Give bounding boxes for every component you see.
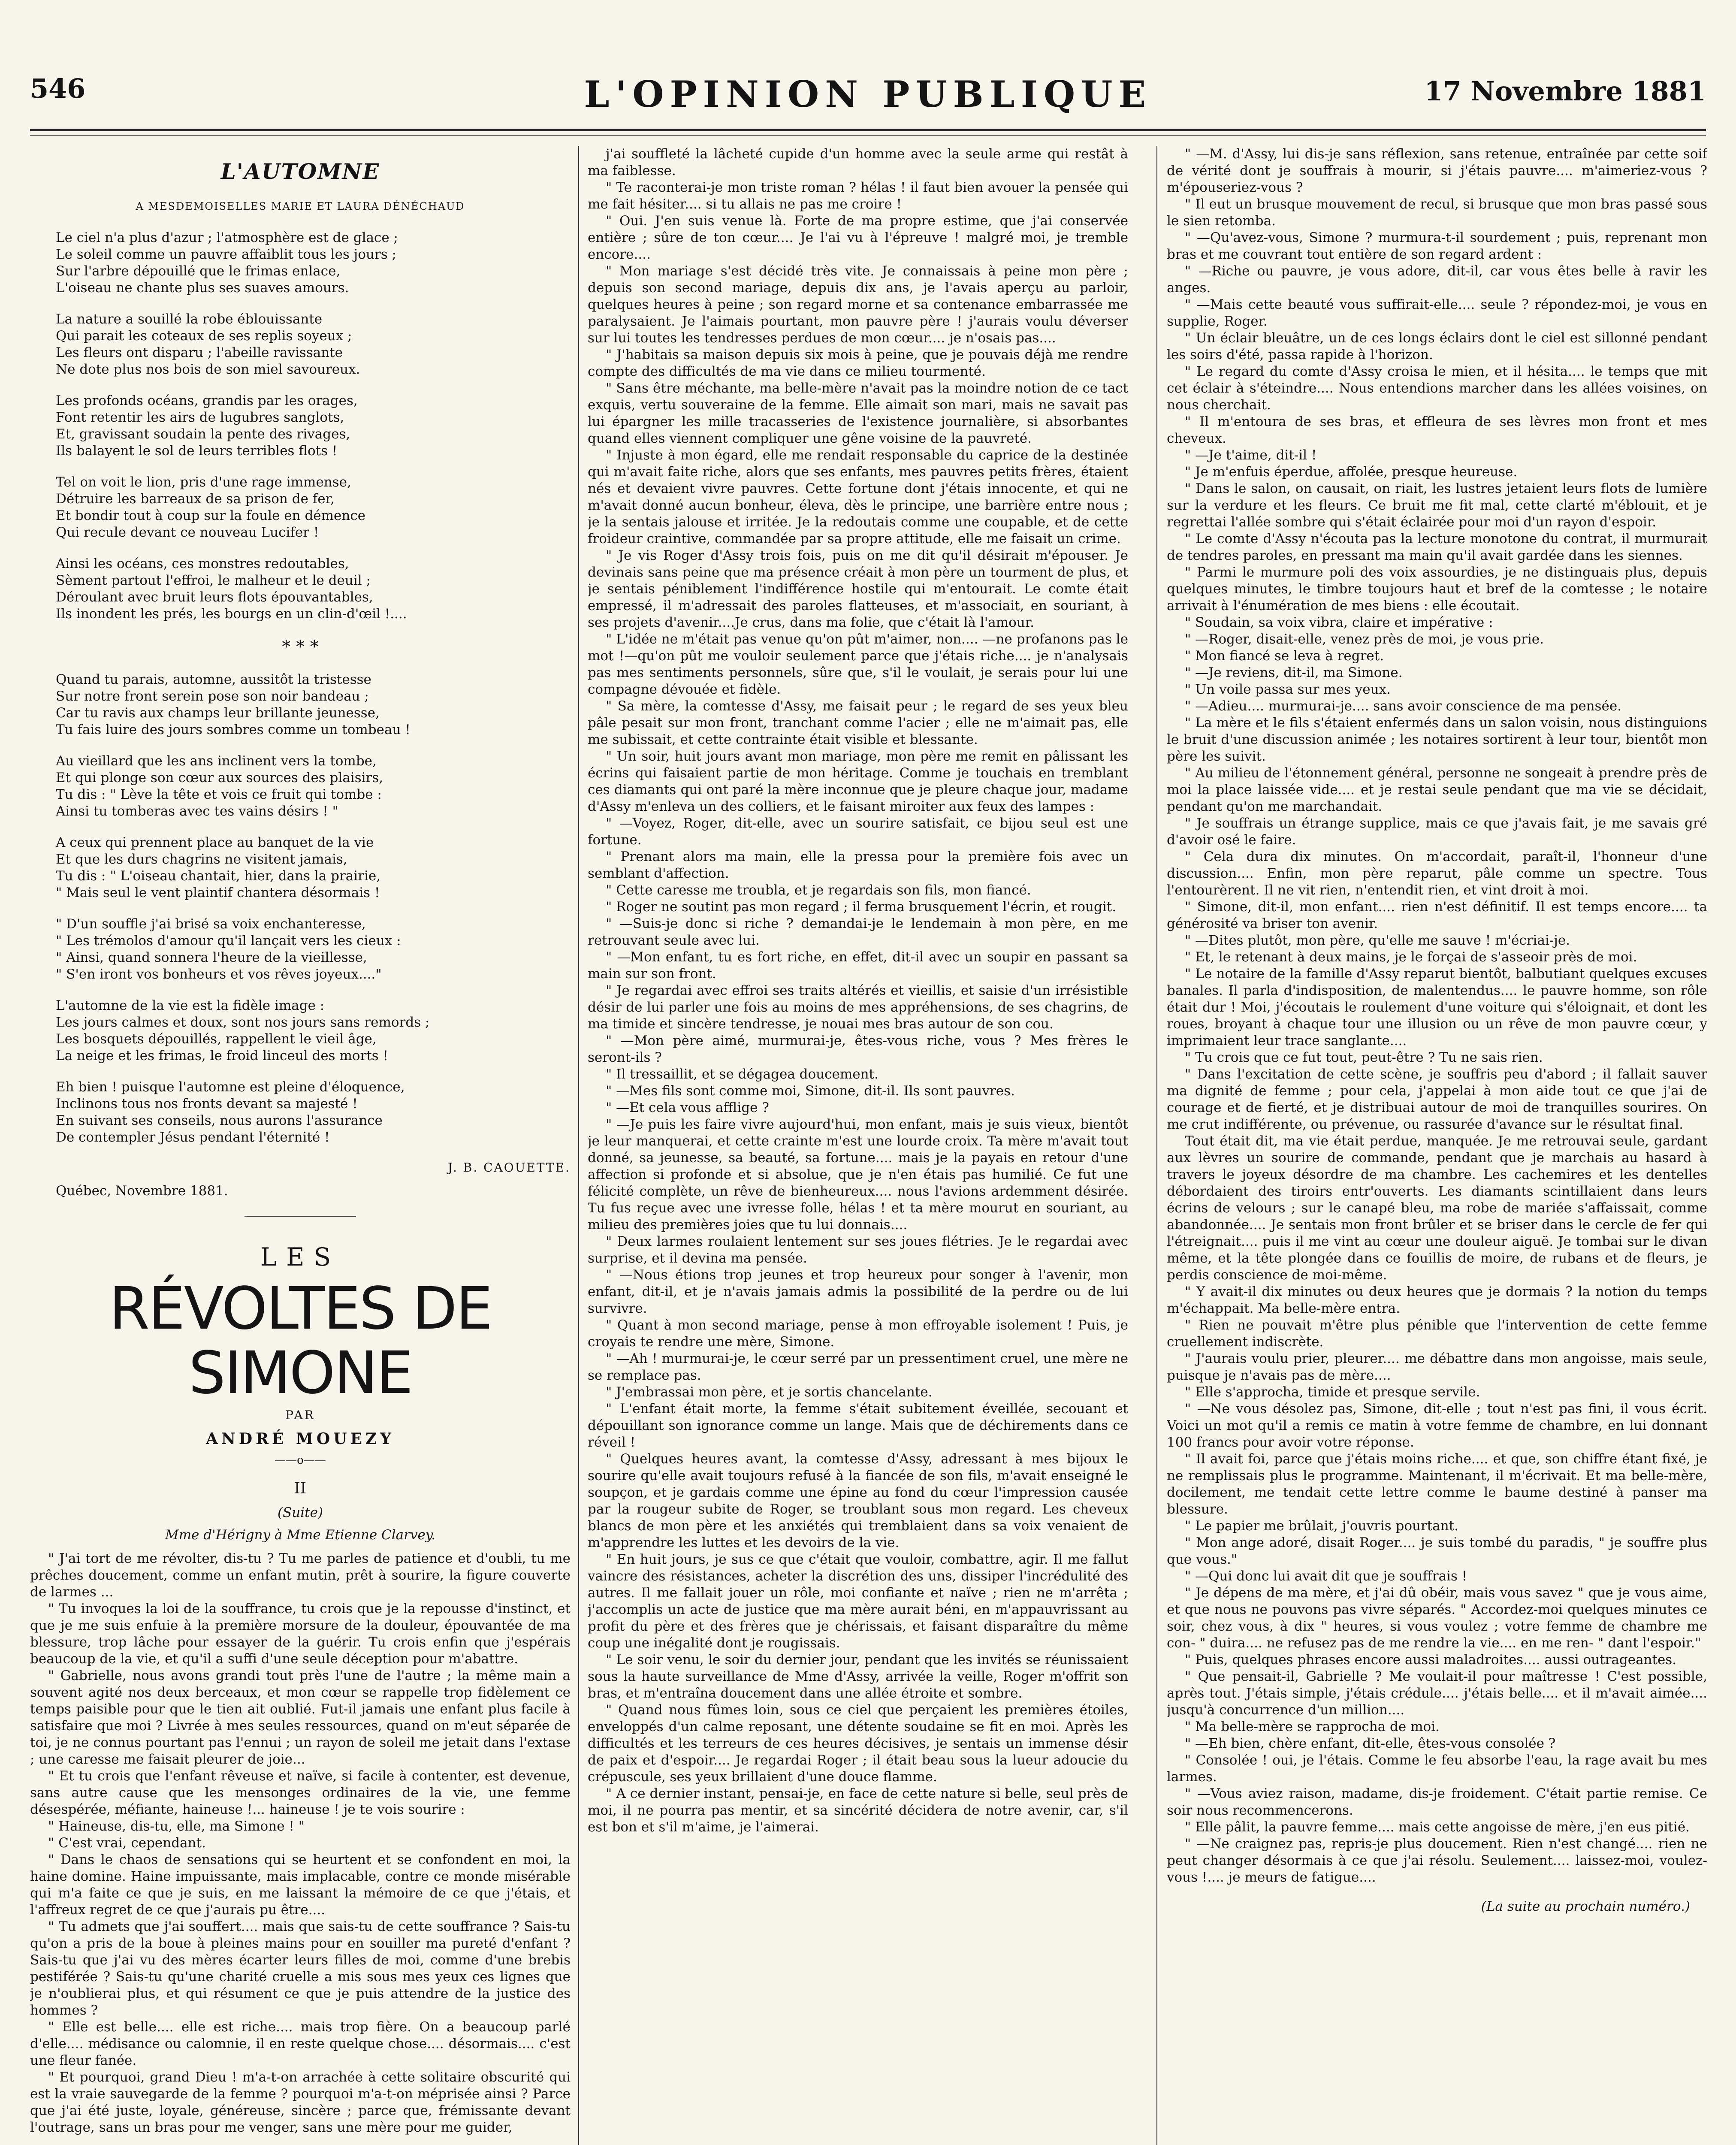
column-divider: [1156, 146, 1157, 2145]
paragraph: " J'embrassai mon père, et je sortis chancelante.: [606, 1384, 933, 1400]
paragraph: " Elle pâlit, la pauvre femme.... mais cette angoisse de mère, j'en eus pitié.: [1185, 1819, 1690, 1835]
paragraph: " Cette caresse me troubla, et je regardais son fils, mon fiancé.: [606, 882, 1031, 898]
poem-line: Tu dis : " L'oiseau chantait, hier, dans la prairie,: [56, 868, 381, 884]
poem-line: Le ciel n'a plus d'azur ; l'atmosphère est de glace ;: [56, 230, 398, 245]
paragraph: " Sans être méchante, ma belle-mère n'avait pas la moindre notion de ce tact exquis, vertu souveraine de la femme. Elle aimait son mari, mais ne savait pas lui épargner les mille tracasseries de l'existence journalière, si absorbantes quand elles viennent compliquer une gêne voisine de la pauvreté.: [588, 381, 1128, 446]
paragraph: " —Riche ou pauvre, je vous adore, dit-il, car vous êtes belle à ravir les anges.: [1167, 263, 1707, 296]
poem-line: Les bosquets dépouillés, rappellent le vieil âge,: [56, 1031, 377, 1047]
poem-stanza: [56, 834, 571, 901]
poem-signature: J. B. CAOUETTE.: [447, 1160, 571, 1175]
novel-text-col1: [30, 1550, 571, 2136]
paragraph: " Que pensait-il, Gabrielle ? Me voulait-il pour maîtresse ! C'est possible, après tout. J'étais simple, j'étais crédule.... j'étais belle.... et il m'avait aimée.... jusqu'à concurrence d'un million....: [1167, 1669, 1707, 1718]
poem-line: Qui parait les coteaux de ses replis soyeux ;: [56, 328, 352, 344]
paragraph: " Le regard du comte d'Assy croisa le mien, et il hésita.... le temps que mit cet éclair à s'éteindre.... Nous entendions marcher dans les allées voisines, on nous cherchait.: [1167, 364, 1707, 413]
paragraph: " —Qui donc lui avait dit que je souffrais !: [1185, 1568, 1467, 1584]
poem-line: " S'en iront vos bonheurs et vos rêves joyeux....": [56, 967, 382, 982]
paragraph: " —Ne craignez pas, repris-je plus doucement. Rien n'est changé.... rien ne peut changer désormais à ce que j'ai résolu. Seulement.... laissez-moi, voulez-vous !.... je meurs de fatigue....: [1167, 1836, 1707, 1885]
paragraph: " Tu admets que j'ai souffert.... mais que sais-tu de cette souffrance ? Sais-tu qu'on a pris de la boue à pleines mains pour en souiller ma pureté d'enfant ? Sais-tu que j'ai vu des mères écarter leurs filles de moi, comme d'une brebis pestiférée ? Sais-tu qu'une charité cruelle a mis sous mes yeux ces lignes que je n'oublierai plus, et qui résument ce que je puis attendre de la justice des hommes ?: [30, 1919, 571, 2018]
letter-heading: Mme d'Hérigny à Mme Etienne Clarvey.: [165, 1527, 436, 1543]
novel-title: RÉVOLTES DE SIMONE: [109, 1275, 492, 1407]
poem-line: Tel on voit le lion, pris d'une rage immense,: [56, 474, 351, 490]
paragraph: " C'est vrai, cependant.: [48, 1835, 206, 1851]
poem-line: Ainsi tu tomberas avec tes vains désirs ! ": [56, 804, 338, 819]
column-1: [30, 146, 571, 2145]
poem-stanza: [56, 753, 571, 820]
poem-line: Ils inondent les prés, les bourgs en un clin-d'œil !....: [56, 606, 407, 622]
paragraph: " —Voyez, Roger, dit-elle, avec un sourire satisfait, ce bijou seul est une fortune.: [588, 816, 1128, 848]
paragraph: " —Et cela vous afflige ?: [606, 1100, 769, 1115]
paragraph: Tout était dit, ma vie était perdue, manquée. Je me retrouvai seule, gardant aux lèvres un sourire de commande, pendant que je marchais au hasard à travers le joyeux désordre de ma chambre. Les cachemires et les dentelles débordaient des tiroirs entr'ouverts. Les diamants scintillaient dans leurs écrins de velours ; sur le canapé bleu, ma robe de mariée s'affaissait, comme abandonnée.... Je sentais mon front brûler et se briser dans le cercle de fer qui l'étreignait.... puis il me vint au cœur une douleur aiguë. Je tombai sur le divan même, et la tête plongée dans ce fouillis de moire, de rubans et de fleurs, je perdis conscience de moi-même.: [1167, 1133, 1707, 1283]
poem-line: Et que les durs chagrins ne visitent jamais,: [56, 852, 347, 867]
paragraph: " Mon ange adoré, disait Roger.... je suis tombé du paradis, " je souffre plus que vous.": [1167, 1535, 1707, 1567]
poem-line: De contempler Jésus pendant l'éternité !: [56, 1130, 330, 1145]
paragraph: " Le soir venu, le soir du dernier jour, pendant que les invités se réunissaient sous la haute surveillance de Mme d'Assy, arrivée la veille, Roger m'offrit son bras, et m'entraîna doucement dans une allée étroite et sombre.: [588, 1652, 1128, 1701]
paragraph: j'ai souffleté la lâcheté cupide d'un homme avec la seule arme qui restât à ma faiblesse.: [588, 146, 1128, 178]
poem-stanza: [56, 474, 571, 541]
column-2: [588, 146, 1128, 2145]
paragraph: " —M. d'Assy, lui dis-je sans réflexion, sans retenue, entraînée par cette soif de vérité dont je souffrais à mourir, si j'étais pauvre.... m'aimeriez-vous ? m'épouseriez-vous ?: [1167, 146, 1707, 195]
poem-line: Car tu ravis aux champs leur brillante jeunesse,: [56, 705, 380, 721]
poem-line: Et qui plonge son cœur aux sources des plaisirs,: [56, 770, 383, 785]
poem-line: A ceux qui prennent place au banquet de la vie: [56, 835, 374, 850]
poem-line: Tu fais luire des jours sombres comme un tombeau !: [56, 722, 411, 737]
poem-body: [30, 230, 571, 1146]
poem-dedication: A MESDEMOISELLES MARIE ET LAURA DÉNÉCHAUD: [136, 200, 465, 212]
paragraph: " A ce dernier instant, pensai-je, en face de cette nature si belle, seul près de moi, il ne pourra pas mentir, et sa sincérité décidera de notre avenir, car, s'il est bon et s'il m'aime, je l'aimerai.: [588, 1786, 1128, 1835]
paragraph: " Sa mère, la comtesse d'Assy, me faisait peur ; le regard de ses yeux bleu pâle pesait sur mon front, tranchant comme l'acier ; elle ne m'aimait pas, elle me subissait, et cette contrainte était visible et blessante.: [588, 698, 1128, 747]
novel-title-prefix: LES: [260, 1242, 341, 1272]
poem-line: L'automne de la vie est la fidèle image :: [56, 998, 325, 1013]
paragraph: " —Je t'aime, dit-il !: [1185, 447, 1317, 463]
paragraph: " Un éclair bleuâtre, un de ces longs éclairs dont le ciel est sillonné pendant les soirs d'été, passa rapide à l'horizon.: [1167, 330, 1707, 363]
paragraph: " —Mes fils sont comme moi, Simone, dit-il. Ils sont pauvres.: [606, 1083, 1015, 1099]
paragraph: " Y avait-il dix minutes ou deux heures que je dormais ? la notion du temps m'échappait. Ma belle-mère entra.: [1167, 1284, 1707, 1316]
paragraph: " Je m'enfuis éperdue, affolée, presque heureuse.: [1185, 464, 1518, 480]
poem-line: Qui recule devant ce nouveau Lucifer !: [56, 525, 319, 540]
ornament: ——o——: [275, 1454, 326, 1467]
poem-line: Eh bien ! puisque l'automne est pleine d'éloquence,: [56, 1079, 405, 1095]
poem-line: " Les trémolos d'amour qu'il lançait vers les cieux :: [56, 933, 401, 949]
paragraph: " Rien ne pouvait m'être plus pénible que l'intervention de cette femme cruellement indiscrète.: [1167, 1317, 1707, 1350]
paragraph: " Je dépens de ma mère, et j'ai dû obéir, mais vous savez " que je vous aime, et que nous ne pouvons pas vivre séparés. " Accordez-moi quelques minutes ce soir, chez vous, à dix " heures, si vous voulez ; votre femme de chambre me con- " duira.... ne refusez pas de me rendre la vie.... en me ren- " dant l'espoir.": [1167, 1585, 1707, 1651]
paragraph: " Un voile passa sur mes yeux.: [1185, 682, 1391, 697]
paragraph: " —Je reviens, dit-il, ma Simone.: [1185, 665, 1403, 680]
continuation-label: (Suite): [277, 1505, 323, 1520]
paragraph: " —Ne vous désolez pas, Simone, dit-elle ; tout n'est pas fini, il vous écrit. Voici un mot qu'il a remis ce matin à votre femme de chambre, en lui donnant 100 francs pour avoir votre réponse.: [1167, 1401, 1707, 1450]
poem-line: " Mais seul le vent plaintif chantera désormais !: [56, 885, 380, 900]
novel-text-col3: [1167, 146, 1707, 1886]
poem-stanza: [56, 230, 571, 296]
page-number: 546: [30, 73, 86, 104]
paragraph: " —Je puis les faire vivre aujourd'hui, mon enfant, mais je suis vieux, bientôt je leur manquerai, et cette crainte m'est une lourde croix. Ta mère m'avait tout donné, sa jeunesse, sa beauté, sa fortune.... mais je la payais en retour d'une affection si profonde et si absolue, que je n'en étais pas humilié. Ce fut une félicité complète, un rêve de bienheureux.... nous l'avions ardemment désirée. Tu fus reçue avec une ivresse folle, hélas ! et ta mère mourut en souriant, au milieu des premières joies que tu lui donnais....: [588, 1117, 1128, 1233]
paragraph: " Le notaire de la famille d'Assy reparut bientôt, balbutiant quelques excuses banales. Il parla d'indisposition, de malentendus.... le pauvre homme, son rôle était dur ! Moi, j'écoutais le roulement d'une voiture qui s'éloignait, et dont les roues, broyant à chaque tour une illusion ou un rêve de mon pauvre cœur, y imprimaient leur trace sanglante....: [1167, 966, 1707, 1048]
poem-stanza: [56, 311, 571, 378]
poem-line: Les profonds océans, grandis par les orages,: [56, 393, 358, 408]
paragraph: " Dans le salon, on causait, on riait, les lustres jetaient leurs flots de lumière sur la verdure et les fleurs. Ce bruit me fit mal, cette clarté m'éblouit, et je regrettai l'allée sombre qui s'était éclairée pour moi d'un rayon d'espoir.: [1167, 481, 1707, 530]
paragraph: " Ma belle-mère se rapprocha de moi.: [1185, 1719, 1440, 1734]
paragraph: " Je vis Roger d'Assy trois fois, puis on me dit qu'il désirait m'épouser. Je devinais sans peine que ma présence créait à mon père un tourment de plus, et je sentais péniblement l'indifférence hostile qui m'entourait. Le comte était empressé, il m'adressait des paroles flatteuses, et m'associait, en souriant, à ses projets d'avenir....Je crus, dans ma folie, que c'était là l'amour.: [588, 548, 1128, 630]
novel-text-col2: [588, 146, 1128, 1836]
poem-line: Et bondir tout à coup sur la foule en démence: [56, 508, 366, 523]
poem-title: L'AUTOMNE: [220, 159, 380, 184]
paragraph: " Et tu crois que l'enfant rêveuse et naïve, si facile à contenter, est devenue, sans autre cause que les mensonges ordinaires de la vie, une femme désespérée, méfiante, haineuse !... haineuse ! je te vois sourire :: [30, 1768, 571, 1817]
poem-stanza: [56, 671, 571, 738]
paragraph: " Tu invoques la loi de la souffrance, tu crois que je la repousse d'instinct, et que je me suis enfuie à la première morsure de la douleur, épouvantée de ma blessure, trop lâche pour essayer de la guérir. Tu crois enfin que j'espérais beaucoup de la vie, et qu'il a suffi d'une seule déception pour m'abattre.: [30, 1601, 571, 1667]
poem-line: Inclinons tous nos fronts devant sa majesté !: [56, 1096, 358, 1112]
paragraph: " Elle est belle.... elle est riche.... mais trop fière. On a beaucoup parlé d'elle.... médisance ou calomnie, il en reste quelque chose.... désormais.... c'est une fleur fanée.: [30, 2019, 571, 2068]
paragraph: " Au milieu de l'étonnement général, personne ne songeait à prendre près de moi la place laissée vide.... et je restai seule pendant que ma vie se décidait, pendant qu'on me marchandait.: [1167, 765, 1707, 814]
paragraph: " Le comte d'Assy n'écouta pas la lecture monotone du contrat, il murmurait de tendres paroles, en pressant ma main qu'il avait gardée dans les siennes.: [1167, 531, 1707, 563]
paragraph: " —Nous étions trop jeunes et trop heureux pour songer à l'avenir, mon enfant, dit-il, et je n'avais jamais admis la possibilité de la perdre ou de lui survivre.: [588, 1267, 1128, 1316]
paragraph: " Gabrielle, nous avons grandi tout près l'une de l'autre ; la même main a souvent agité nos deux berceaux, et mon cœur se rappelle trop fidèlement ce temps paisible pour que le tien ait oublié. Fut-il jamais une enfant plus facile à satisfaire que moi ? Livrée à mes seules ressources, quand on m'eut séparée de toi, je ne connus pourtant pas l'ennui ; un rayon de soleil me jetait dans l'extase ; une caresse me faisait pleurer de joie...: [30, 1668, 571, 1767]
poem-line: En suivant ses conseils, nous aurons l'assurance: [56, 1113, 383, 1128]
poem-line: " D'un souffle j'ai brisé sa voix enchanteresse,: [56, 916, 366, 932]
paragraph: " J'ai tort de me révolter, dis-tu ? Tu me parles de patience et d'oubli, tu me prêches doucement, comme un enfant mutin, prêt à sourire, la figure couverte de larmes ...: [30, 1551, 571, 1600]
poem-line: Déroulant avec bruit leurs flots épouvantables,: [56, 589, 373, 605]
paragraph: " Il avait foi, parce que j'étais moins riche.... et que, son chiffre étant fixé, je ne remplissais plus le programme. Maintenant, il m'écrivait. Et ma belle-mère, docilement, me tendait cette lettre comme le baume destiné à panser ma blessure.: [1167, 1451, 1707, 1517]
poem-line: Et, gravissant soudain la pente des rivages,: [56, 426, 350, 442]
paragraph: " Cela dura dix minutes. On m'accordait, paraît-il, l'honneur d'une discussion.... Enfin, mon père reparut, pâle comme un spectre. Tous l'entourèrent. Il ne vit rien, n'entendit rien, et vint droit à moi.: [1167, 849, 1707, 898]
paragraph: " Dans l'excitation de cette scène, je souffris peu d'abord ; il fallait sauver ma dignité de femme ; pour cela, j'appelai à mon aide tout ce que j'ai de courage et de fierté, et je distribuai autour de moi de tranquilles sourires. On me crut indifférente, ou prévenue, ou rassurée d'avance sur le résultat final.: [1167, 1066, 1707, 1132]
paragraph: " Deux larmes roulaient lentement sur ses joues flétries. Je le regardai avec surprise, et il devina ma pensée.: [588, 1234, 1128, 1266]
column-3: [1167, 146, 1707, 2145]
poem-line: Au vieillard que les ans inclinent vers la tombe,: [56, 753, 377, 769]
paragraph: " Mon mariage s'est décidé très vite. Je connaissais à peine mon père ; depuis son second mariage, depuis dix ans, je l'avais aperçu au parloir, quelques heures à peine ; son regard morne et sa contenance embarrassée me paralysaient. Je l'aimais pourtant, mon pauvre père ! j'aurais voulu déverser sur lui toutes les tendresses perdues de mon cœur.... je n'osais pas....: [588, 263, 1128, 346]
newspaper-title: L'OPINION PUBLIQUE: [584, 73, 1152, 115]
paragraph: " Haineuse, dis-tu, elle, ma Simone ! ": [48, 1819, 305, 1834]
poem-line: Détruire les barreaux de sa prison de fer,: [56, 491, 335, 507]
paragraph: " Il m'entoura de ses bras, et effleura de ses lèvres mon front et mes cheveux.: [1167, 414, 1707, 446]
paragraph: " Puis, quelques phrases encore aussi maladroites.... aussi outrageantes.: [1185, 1652, 1677, 1668]
poem-line: Font retentir les airs de lugubres sanglots,: [56, 410, 344, 425]
paragraph: " Le papier me brûlait, j'ouvris pourtant.: [1185, 1518, 1458, 1534]
paragraph: " Et pourquoi, grand Dieu ! m'a-t-on arrachée à cette solitaire obscurité qui est la vraie sauvegarde de la femme ? pourquoi m'a-t-on méprisée ainsi ? Parce que j'ai été juste, loyale, généreuse, sincère ; parce que, frémissante devant l'outrage, sans un bras pour me venger, sans une mère pour me guider,: [30, 2069, 571, 2135]
poem-stanza: [56, 393, 571, 459]
paragraph: " Il tressaillit, et se dégagea doucement.: [606, 1066, 879, 1082]
novel-author: ANDRÉ MOUEZY: [206, 1430, 395, 1448]
masthead: [30, 73, 1706, 115]
continuation-note: (La suite au prochain numéro.): [1481, 1899, 1690, 1914]
issue-date: 17 Novembre 1881: [1424, 76, 1706, 107]
paragraph: " J'habitais sa maison depuis six mois à peine, que je pouvais déjà me rendre compte des difficultés de ma vie dans ce milieu tourmenté.: [588, 347, 1128, 379]
paragraph: " Prenant alors ma main, elle la pressa pour la première fois avec un semblant d'affection.: [588, 849, 1128, 881]
paragraph: " —Dites plutôt, mon père, qu'elle me sauve ! m'écriai-je.: [1185, 933, 1570, 948]
section-separator: [245, 1216, 356, 1217]
paragraph: " Et, le retenant à deux mains, je le forçai de s'asseoir près de moi.: [1185, 949, 1637, 965]
paragraph: " En huit jours, je sus ce que c'était que vouloir, combattre, agir. Il me fallut vaincre des résistances, acheter la discrétion des uns, dissiper l'incrédulité des autres. Il me fallait jouer un rôle, moi confiante et naïve ; rien ne m'arrêta ; j'accomplis un acte de justice que ma mère aurait béni, en m'appauvrissant au profit du père et des frères que je chérissais, et faisant disparaître du même coup une inégalité dont je rougissais.: [588, 1552, 1128, 1651]
paragraph: " —Suis-je donc si riche ? demandai-je le lendemain à mon père, en me retrouvant seule avec lui.: [588, 916, 1128, 948]
paragraph: " Je regardai avec effroi ses traits altérés et vieillis, et saisie d'un irrésistible désir de lui parler une fois au moins de mes appréhensions, de ses chagrins, de ma timide et sincère tendresse, je nouai mes bras autour de son cou.: [588, 983, 1128, 1032]
paragraph: " —Mon père aimé, murmurai-je, êtes-vous riche, vous ? Mes frères le seront-ils ?: [588, 1033, 1128, 1065]
poem-line: " Ainsi, quand sonnera l'heure de la vieillesse,: [56, 950, 367, 965]
poem-line: Ils balayent le sol de leurs terribles flots !: [56, 443, 338, 459]
paragraph: " Soudain, sa voix vibra, claire et impérative :: [1185, 615, 1493, 630]
poem-line: La nature a souillé la robe éblouissante: [56, 311, 323, 327]
paragraph: " Quelques heures avant, la comtesse d'Assy, adressant à mes bijoux le sourire qu'elle avait toujours refusé à la fiancée de son fils, m'avait enseigné le soupçon, et je gardais comme une épine au fond du cœur l'impression causée par la rougeur subite de Roger, se troublant sous mon regard. Les cheveux blancs de mon père et les anxiétés qui tremblaient dans sa voix venaient de m'apprendre les luttes et les devoirs de la vie.: [588, 1451, 1128, 1550]
paragraph: " —Mais cette beauté vous suffirait-elle.... seule ? répondez-moi, je vous en supplie, Roger.: [1167, 297, 1707, 329]
poem-line: Sèment partout l'effroi, le malheur et le deuil ;: [56, 573, 371, 588]
paragraph: " Roger ne soutint pas mon regard ; il ferma brusquement l'écrin, et rougit.: [606, 899, 1117, 915]
paragraph: " —Vous aviez raison, madame, dis-je froidement. C'était partie remise. Ce soir nous recommencerons.: [1167, 1786, 1707, 1818]
paragraph: " —Adieu.... murmurai-je.... sans avoir conscience de ma pensée.: [1185, 698, 1622, 714]
paragraph: " Quand nous fûmes loin, sous ce ciel que perçaient les premières étoiles, enveloppés d'un calme reposant, une détente soudaine se fit en moi. Après les difficultés et les terreurs de ces heures décisives, je sentais un immense désir de paix et d'espoir.... Je regardai Roger ; il était beau sous la lueur adoucie du crépuscule, ses yeux brillaient d'une douce flamme.: [588, 1702, 1128, 1785]
paragraph: " J'aurais voulu prier, pleurer.... me débattre dans mon angoisse, mais seule, puisque je n'avais pas de mère....: [1167, 1351, 1707, 1383]
novel-by: PAR: [285, 1408, 315, 1422]
paragraph: " La mère et le fils s'étaient enfermés dans un salon voisin, nous distinguions le bruit d'une discussion animée ; les notaires sortirent à leur tour, bientôt mon père les suivit.: [1167, 715, 1707, 764]
paragraph: " Quant à mon second mariage, pense à mon effroyable isolement ! Puis, je croyais te rendre une mère, Simone.: [588, 1317, 1128, 1350]
paragraph: " Parmi le murmure poli des voix assourdies, je ne distinguais plus, depuis quelques minutes, le timbre toujours haut et bref de la comtesse ; le notaire arrivait à l'énumération de mes biens : elle écoutait.: [1167, 565, 1707, 613]
masthead-rule: [30, 129, 1706, 131]
paragraph: " Oui. J'en suis venue là. Forte de ma propre estime, que j'ai conservée entière ; sûre de ton cœur.... Je l'ai vu à l'épreuve ! malgré moi, je tremble encore....: [588, 213, 1128, 262]
poem-stanza: [56, 556, 571, 622]
paragraph: " Consolée ! oui, je l'étais. Comme le feu absorbe l'eau, la rage avait bu mes larmes.: [1167, 1752, 1707, 1785]
poem-line: La neige et les frimas, le froid linceul des morts !: [56, 1048, 388, 1063]
poem-line: Ne dote plus nos bois de son miel savoureux.: [56, 362, 360, 377]
paragraph: " —Roger, disait-elle, venez près de moi, je vous prie.: [1185, 631, 1544, 647]
paragraph: " —Qu'avez-vous, Simone ? murmura-t-il sourdement ; puis, reprenant mon bras et me couvrant tout entière de son regard ardent :: [1167, 230, 1707, 262]
paragraph: " —Ah ! murmurai-je, le cœur serré par un pressentiment cruel, une mère ne se remplace pas.: [588, 1351, 1128, 1383]
paragraph: " Dans le chaos de sensations qui se heurtent et se confondent en moi, la haine domine. Haine impuissante, mais implacable, contre ce monde misérable qui m'a faite ce que je suis, en me laissant la mémoire de ce que j'étais, et l'affreux regret de ce que j'aurais pu être....: [30, 1852, 571, 1918]
paragraph: " —Mon enfant, tu es fort riche, en effet, dit-il avec un soupir en passant sa main sur son front.: [588, 949, 1128, 982]
paragraph: " L'idée ne m'était pas venue qu'on pût m'aimer, non.... —ne profanons pas le mot !—qu'on pût me vouloir seulement parce que j'étais riche.... je n'analysais pas mes sentiments personnels, sûre que, s'il le voulait, je serais pour lui une compagne dévouée et fidèle.: [588, 631, 1128, 697]
paragraph: " Simone, dit-il, mon enfant.... rien n'est définitif. Il est temps encore.... ta générosité va briser ton avenir.: [1167, 899, 1707, 931]
poem-stars-separator: * * *: [282, 637, 319, 657]
paragraph: " Je souffrais un étrange supplice, mais ce que j'avais fait, je me savais gré d'avoir osé le faire.: [1167, 816, 1707, 848]
masthead-rule-thin: [30, 135, 1706, 136]
poem-line: Le soleil comme un pauvre affaiblit tous les jours ;: [56, 247, 396, 262]
poem-line: Quand tu parais, automne, aussitôt la tristesse: [56, 672, 371, 687]
paragraph: " Un soir, huit jours avant mon mariage, mon père me remit en pâlissant les écrins qui faisaient partie de mon héritage. Comme je touchais en tremblant ces diamants qui ont paré la mère inconnue que je pleure chaque jour, madame d'Assy m'enleva un des colliers, et le faisant miroiter aux feux des lampes :: [588, 749, 1128, 814]
paragraph: " Il eut un brusque mouvement de recul, si brusque que mon bras passé sous le sien retomba.: [1167, 196, 1707, 229]
paragraph: " L'enfant était morte, la femme s'était subitement éveillée, secouant et dépouillant son ignorance comme un lange. Mais que de déchirements dans ce réveil !: [588, 1401, 1128, 1450]
poem-line: Sur l'arbre dépouillé que le frimas enlace,: [56, 263, 341, 279]
poem-line: L'oiseau ne chante plus ses suaves amours.: [56, 280, 349, 296]
paragraph: " Te raconterai-je mon triste roman ? hélas ! il faut bien avouer la pensée qui me fait hésiter.... si tu allais ne pas me croire !: [588, 180, 1128, 212]
poem-stanza: [56, 916, 571, 983]
poem-line: Sur notre front serein pose son noir bandeau ;: [56, 689, 369, 704]
poem-line: Les fleurs ont disparu ; l'abeille ravissante: [56, 345, 343, 360]
poem-stanza: [56, 1079, 571, 1146]
column-divider: [578, 146, 579, 2145]
poem-line: Les jours calmes et doux, sont nos jours sans remords ;: [56, 1015, 430, 1030]
poem-stanza: [56, 997, 571, 1064]
poem-line: Ainsi les océans, ces monstres redoutables,: [56, 556, 349, 571]
poem-place-date: Québec, Novembre 1881.: [56, 1183, 228, 1199]
paragraph: " Tu crois que ce fut tout, peut-être ? Tu ne sais rien.: [1185, 1050, 1543, 1065]
poem-line: Tu dis : " Lève la tête et vois ce fruit qui tombe :: [56, 787, 382, 802]
paragraph: " —Eh bien, chère enfant, dit-elle, êtes-vous consolée ?: [1185, 1736, 1556, 1751]
paragraph: " Injuste à mon égard, elle me rendait responsable du caprice de la destinée qui m'avait faite riche, alors que ses enfants, mes pauvres petits frères, étaient nés et devaient vivre pauvres. Cette fortune dont j'étais innocente, et qui ne m'avait donné aucun bonheur, éleva, dès le principe, une barrière entre nous ; je la sentais jalouse et irritée. Je la redoutais comme une coupable, et de cette froideur craintive, commandée par sa propre attitude, elle me faisait un crime.: [588, 447, 1128, 547]
paragraph: " Mon fiancé se leva à regret.: [1185, 648, 1384, 664]
paragraph: " Elle s'approcha, timide et presque servile.: [1185, 1384, 1480, 1400]
chapter-number: II: [294, 1480, 307, 1497]
